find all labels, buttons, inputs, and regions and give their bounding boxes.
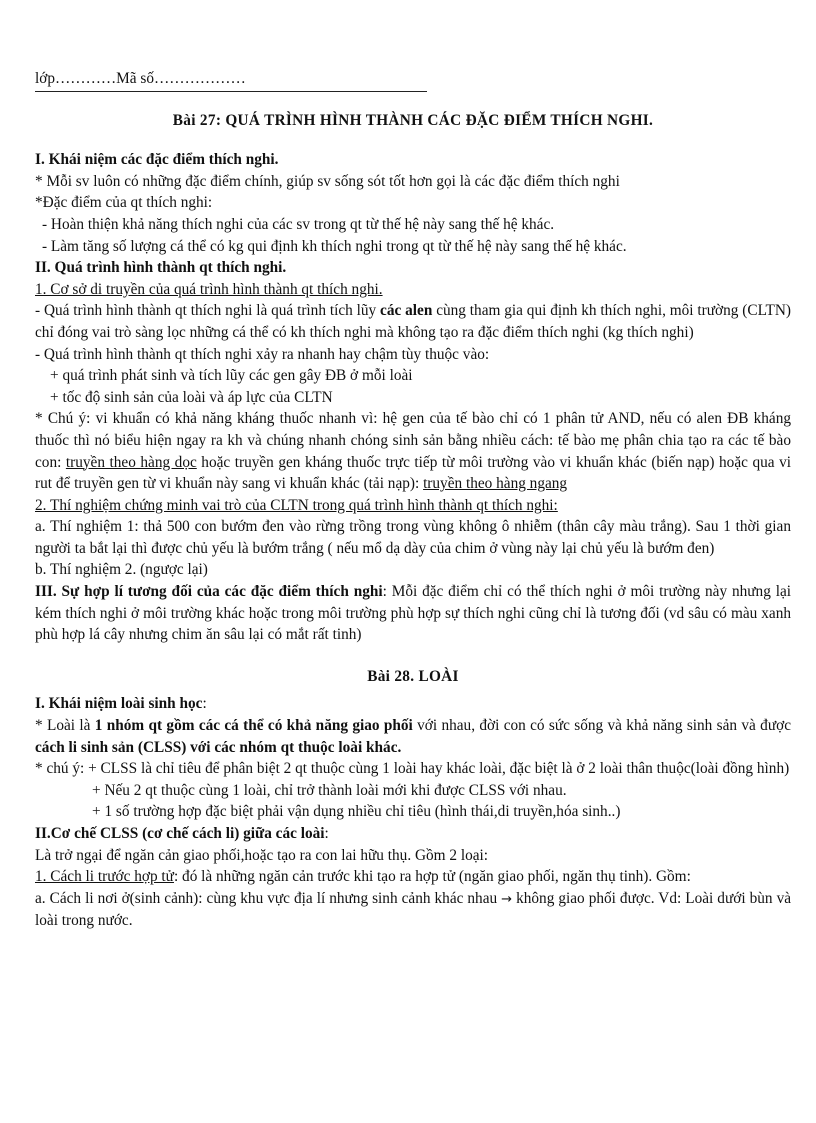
prezygotic-isolation: 1. Cách li trước hợp tử: đó là những ngăn cản trước khi tạo ra hợp tử (ngăn giao phối, ngăn thụ tinh). Gồm: [35, 868, 691, 886]
right-arrow-icon: → [501, 891, 513, 907]
lesson-28-title: Bài 28. LOÀI [367, 667, 459, 685]
section-3-paragraph: III. Sự hợp lí tương đối của các đặc điểm thích nghi: Mỗi đặc điểm chỉ có thể thích nghi ở môi trường này nhưng lại kém thích nghi ở môi trường khác hoặc trong môi trường phù hợp sự thích nghi cũng chỉ là tương đối (vd sâu có màu xanh phù hợp lá cây nhưng chim ăn sâu lại có mắt rất tinh) [35, 583, 791, 644]
document-body [35, 68, 791, 932]
experiment-1: a. Thí nghiệm 1: thả 500 con bướm đen vào rừng trồng trong vùng không ô nhiễm (thân cây màu trắng). Sau 1 thời gian người ta bắt lại thì được chủ yếu là bướm trắng ( nếu mổ dạ dày của chim ở vùng này lại chủ yếu là bướm đen) [35, 518, 791, 557]
loai-section-1-heading: I. Khái niệm loài sinh học: [35, 695, 207, 713]
header-line [35, 68, 791, 92]
species-note-item-2: + 1 số trường hợp đặc biệt phải vận dụng nhiều chỉ tiêu (hình thái,di truyền,hóa sinh..) [92, 803, 621, 821]
student-info-field: lớp…………Mã số……………… [35, 68, 427, 92]
loai-section-2-heading: II.Cơ chế CLSS (cơ chế cách li) giữa các loài: [35, 825, 329, 842]
feature-item-1: - Hoàn thiện khả năng thích nghi của các sv trong qt từ thế hệ này sang thế hệ khác. [42, 215, 555, 233]
speed-factor-1: + quá trình phát sinh và tích lũy các gen gây ĐB ở mỗi loài [50, 367, 413, 385]
lesson-27-title: Bài 27: QUÁ TRÌNH HÌNH THÀNH CÁC ĐẶC ĐIỂM THÍCH NGHI. [172, 111, 654, 129]
paragraph-speed: - Quá trình hình thành qt thích nghi xảy ra nhanh hay chậm tùy thuộc vào: [35, 345, 490, 363]
section-1-features-label: *Đặc điểm của qt thích nghi: [35, 194, 213, 212]
species-note-item-1: + Nếu 2 qt thuộc cùng 1 loài, chỉ trở thành loài mới khi được CLSS với nhau. [92, 781, 567, 799]
habitat-isolation: a. Cách li nơi ở(sinh cảnh): cùng khu vực địa lí nhưng sinh cảnh khác nhau → không giao phối được. Vd: Loài dưới bùn và loài trong nước. [35, 889, 792, 930]
feature-item-2: - Làm tăng số lượng cá thể có kg qui định kh thích nghi trong qt từ thế hệ này sang thế hệ khác. [42, 237, 627, 255]
note-bacteria: * Chú ý: vi khuẩn có khả năng kháng thuốc nhanh vì: hệ gen của tế bào chỉ có 1 phân tử AND, nếu có alen ĐB kháng thuốc thì nó biểu hiện ngay ra kh và chúng nhanh chóng sinh sản bằng nhiều cách: tế bào mẹ phân chia tạo ra các tế bào con: truyền theo hàng dọc hoặc truyền gen kháng thuốc trực tiếp từ môi trường vào vi khuẩn khác (biến nạp) hoặc qua vi rut để truyền gen từ vi khuẩn này sang vi khuẩn khác (tải nạp): truyền theo hàng ngang [35, 410, 791, 493]
section-1-heading: I. Khái niệm các đặc điểm thích nghi. [35, 151, 279, 169]
section-1-definition: * Mỗi sv luôn có những đặc điểm chính, giúp sv sống sót tốt hơn gọi là các đặc điểm thích nghi [35, 172, 620, 190]
experiment-2: b. Thí nghiệm 2. (ngược lại) [35, 561, 208, 579]
species-definition: * Loài là 1 nhóm qt gồm các cá thể có khả năng giao phối với nhau, đời con có sức sống và khả năng sinh sản và được cách li sinh sản (CLSS) với các nhóm qt thuộc loài khác. [35, 717, 791, 756]
species-note: * chú ý: + CLSS là chỉ tiêu để phân biệt 2 qt thuộc cùng 1 loài hay khác loài, đặc biệt là ở 2 loài thân thuộc(loài đồng hình) [35, 760, 790, 778]
paragraph-genetic-basis: - Quá trình hình thành qt thích nghi là quá trình tích lũy các alen cùng tham gia qui định kh thích nghi, môi trường (CLTN) chỉ đóng vai trò sàng lọc những cá thể có kh thích nghi mà không tạo ra đặc điểm thích nghi (kg thích nghi) [35, 302, 792, 341]
subsection-2-heading: 2. Thí nghiệm chứng minh vai trò của CLTN trong quá trình hình thành qt thích nghi: [35, 496, 558, 514]
speed-factor-2: + tốc độ sinh sản của loài và áp lực của CLTN [50, 388, 333, 406]
section-2-heading: II. Quá trình hình thành qt thích nghi. [35, 259, 287, 277]
subsection-1-heading: 1. Cơ sở di truyền của quá trình hình thành qt thích nghi. [35, 280, 383, 298]
isolation-definition: Là trở ngại để ngăn cản giao phối,hoặc tạo ra con lai hữu thụ. Gồm 2 loại: [35, 846, 489, 864]
